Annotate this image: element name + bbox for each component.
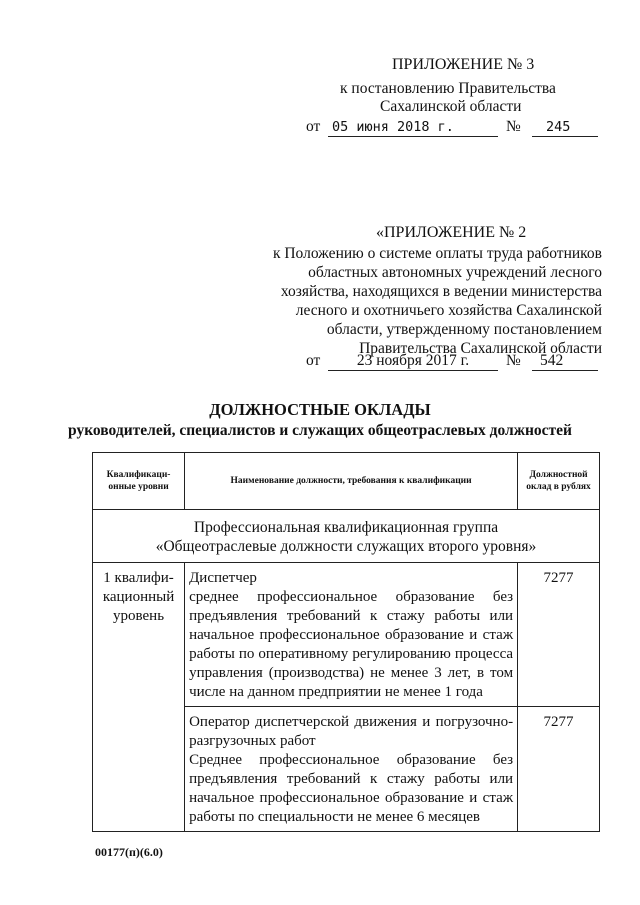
appendix2-number-field — [532, 352, 598, 371]
group-cell — [93, 510, 600, 563]
appendix2-date-row — [306, 352, 606, 372]
appendix2-date-prefix: от — [306, 352, 321, 369]
appendix3-line2: Сахалинской области — [380, 98, 522, 115]
footer-code: 00177(п)(6.0) — [95, 845, 163, 859]
table-row — [93, 563, 600, 707]
appendix3-number-field — [532, 118, 598, 137]
header-position: Наименование должности, требования к квалификации — [185, 453, 518, 510]
position-cell — [185, 707, 518, 832]
position-requirements: Среднее профессиональное образование без предъявления требований к стажу работы или начальное профессиональное образование и стаж работы по специальности не менее 6 месяцев — [189, 752, 514, 825]
appendix3-number-value: 245 — [546, 119, 571, 135]
appendix3-date-row — [306, 118, 606, 138]
group-line1: Профессиональная квалификационная группа — [193, 519, 499, 536]
appendix2-line: лесного и охотничьего хозяйства Сахалинской — [295, 302, 602, 319]
position-title: Диспетчер — [189, 570, 257, 586]
salary-cell: 7277 — [518, 707, 600, 832]
appendix2-title: «ПРИЛОЖЕНИЕ № 2 — [376, 224, 527, 241]
appendix3-line1: к постановлению Правительства — [340, 80, 556, 97]
group-row — [93, 510, 600, 563]
header-level: Квалификаци-онные уровни — [93, 453, 185, 510]
level-cell: 1 квалифи-кационный уровень — [93, 563, 185, 832]
table-header-row — [93, 453, 600, 510]
position-requirements: среднее профессиональное образование без предъявления требований к стажу работы или начальное профессиональное образование и стаж работы по оперативному регулированию процесса управления (производства) не менее 3 лет, в том числе на данном предприятии не менее 1 года — [189, 589, 514, 700]
document-title: ДОЛЖНОСТНЫЕ ОКЛАДЫ — [209, 400, 431, 419]
appendix2-date-field — [328, 352, 498, 371]
appendix3-date-field — [328, 118, 498, 137]
appendix3-date-prefix: от — [306, 118, 321, 135]
salary-table — [92, 452, 600, 832]
appendix3-number-prefix: № — [506, 118, 521, 135]
appendix2-line: областных автономных учреждений лесного — [308, 264, 602, 281]
appendix2-date-value: 23 ноября 2017 г. — [356, 352, 470, 369]
appendix2-line: хозяйства, находящихся в ведении министерства — [280, 283, 602, 300]
position-title: Оператор диспетчерской движения и погрузочно-разгрузочных работ — [189, 714, 514, 749]
appendix2-number-value: 542 — [540, 352, 564, 369]
appendix2-line: к Положению о системе оплаты труда работников — [272, 245, 602, 262]
position-cell — [185, 563, 518, 707]
document-subtitle: руководителей, специалистов и служащих общеотраслевых должностей — [68, 422, 572, 439]
appendix2-number-prefix: № — [506, 352, 521, 369]
appendix3-title: ПРИЛОЖЕНИЕ № 3 — [392, 56, 535, 73]
header-salary: Должностной оклад в рублях — [518, 453, 600, 510]
appendix2-line: области, утвержденному постановлением — [326, 321, 602, 338]
appendix2-line: Правительства Сахалинской области — [359, 340, 602, 357]
group-line2: «Общеотраслевые должности служащих второго уровня» — [155, 538, 537, 555]
salary-cell: 7277 — [518, 563, 600, 707]
appendix3-date-value: 05 июня 2018 г. — [332, 119, 454, 135]
